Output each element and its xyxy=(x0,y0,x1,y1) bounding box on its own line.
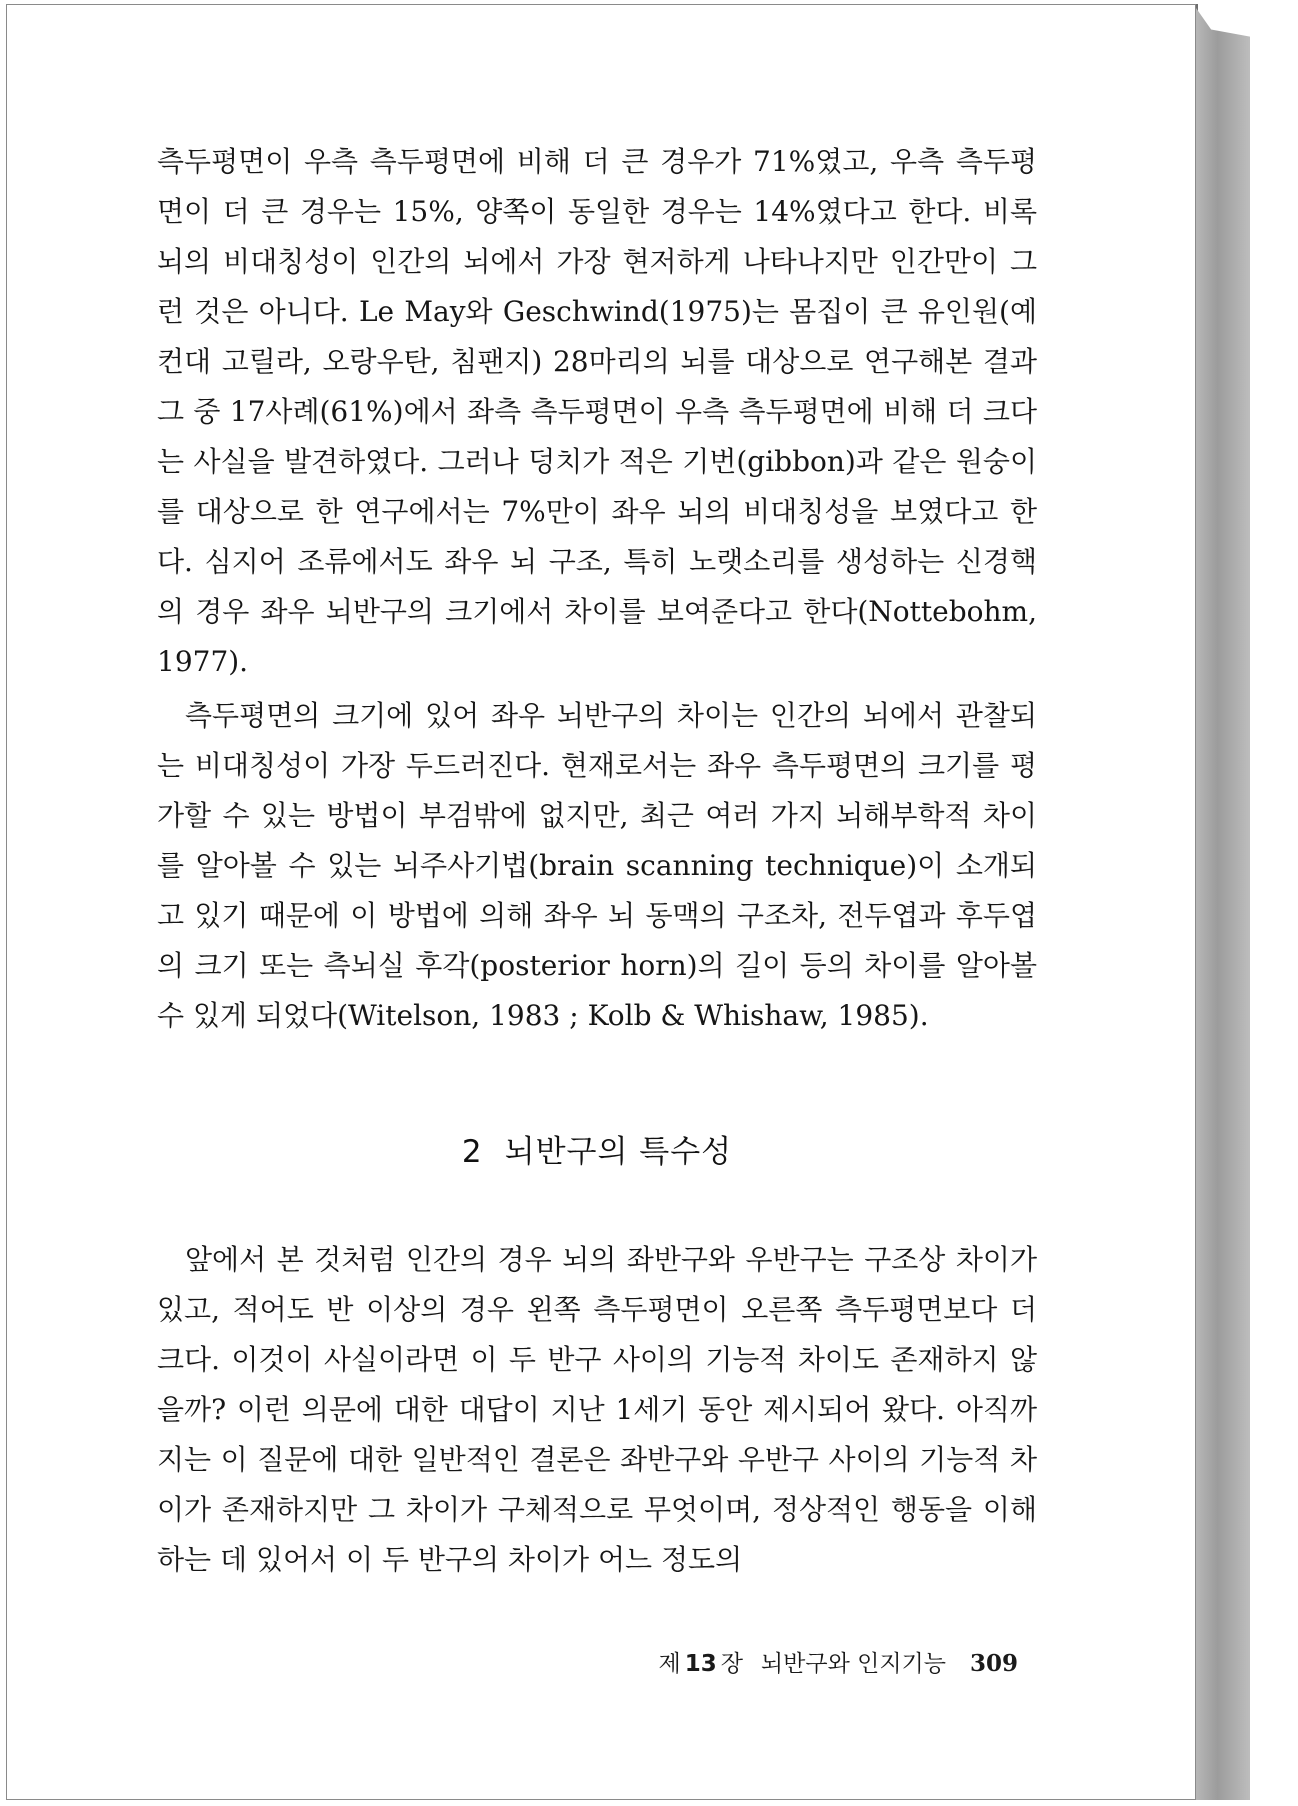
page-number: 309 xyxy=(969,1650,1018,1677)
chapter-prefix: 제 xyxy=(658,1651,681,1677)
section-title: 뇌반구의 특수성 xyxy=(504,1134,733,1170)
paragraph: 앞에서 본 것처럼 인간의 경우 뇌의 좌반구와 우반구는 구조상 차이가 있고, 적어도 반 이상의 경우 왼쪽 측두평면이 오른쪽 측두평면보다 더 크다. 이것이 사실이라면 이 두 반구 사이의 기능적 차이도 존재하지 않을까? 이런 의문에 대한 대답이 지난 1세기 동안 제시되어 왔다. 아직까지는 이 질문에 대한 일반적인 결론은 좌반구와 우반구 사이의 기능적 차이가 존재하지만 그 차이가 구체적으로 무엇이며, 정상적인 행동을 이해하는 데 있어서 이 두 반구의 차이가 어느 정도의 xyxy=(157,1243,1037,1576)
paragraph: 측두평면이 우측 측두평면에 비해 더 큰 경우가 71%였고, 우측 측두평면이 더 큰 경우는 15%, 양쪽이 동일한 경우는 14%였다고 한다. 비록 뇌의 비대칭성이 인간의 뇌에서 가장 현저하게 나타나지만 인간만이 그런 것은 아니다. Le May와 Geschwind(1975)는 몸집이 큰 유인원(예컨대 고릴라, 오랑우탄, 침팬지) 28마리의 뇌를 대상으로 연구해본 결과 그 중 17사례(61%)에서 좌측 측두평면이 우측 측두평면에 비해 더 크다는 사실을 발견하였다. 그러나 덩치가 적은 기번(gibbon)과 같은 원숭이를 대상으로 한 연구에서는 7%만이 좌우 뇌의 비대칭성을 보였다고 한다. 심지어 조류에서도 좌우 뇌 구조, 특히 노랫소리를 생성하는 신경핵의 경우 좌우 뇌반구의 크기에서 차이를 보여준다고 한다(Nottebohm, 1977). xyxy=(157,145,1037,678)
body-text-top xyxy=(157,137,1037,1041)
chapter-number: 13 xyxy=(684,1651,717,1677)
section-heading xyxy=(157,1126,1037,1171)
page-stack-shadow xyxy=(1196,8,1250,1800)
chapter-title: 뇌반구와 인지기능 xyxy=(760,1651,946,1677)
body-text-bottom xyxy=(157,1235,1037,1585)
paragraph: 측두평면의 크기에 있어 좌우 뇌반구의 차이는 인간의 뇌에서 관찰되는 비대칭성이 가장 두드러진다. 현재로서는 좌우 측두평면의 크기를 평가할 수 있는 방법이 부검밖에 없지만, 최근 여러 가지 뇌해부학적 차이를 알아볼 수 있는 뇌주사기법(brain scanning technique)이 소개되고 있기 때문에 이 방법에 의해 좌우 뇌 동맥의 구조차, 전두엽과 후두엽의 크기 또는 측뇌실 후각(posterior horn)의 길이 등의 차이를 알아볼 수 있게 되었다(Witelson, 1983 ; Kolb & Whishaw, 1985). xyxy=(157,699,1037,1032)
chapter-suffix: 장 xyxy=(720,1651,743,1677)
running-footer xyxy=(600,1645,1018,1678)
section-number: 2 xyxy=(461,1134,483,1170)
